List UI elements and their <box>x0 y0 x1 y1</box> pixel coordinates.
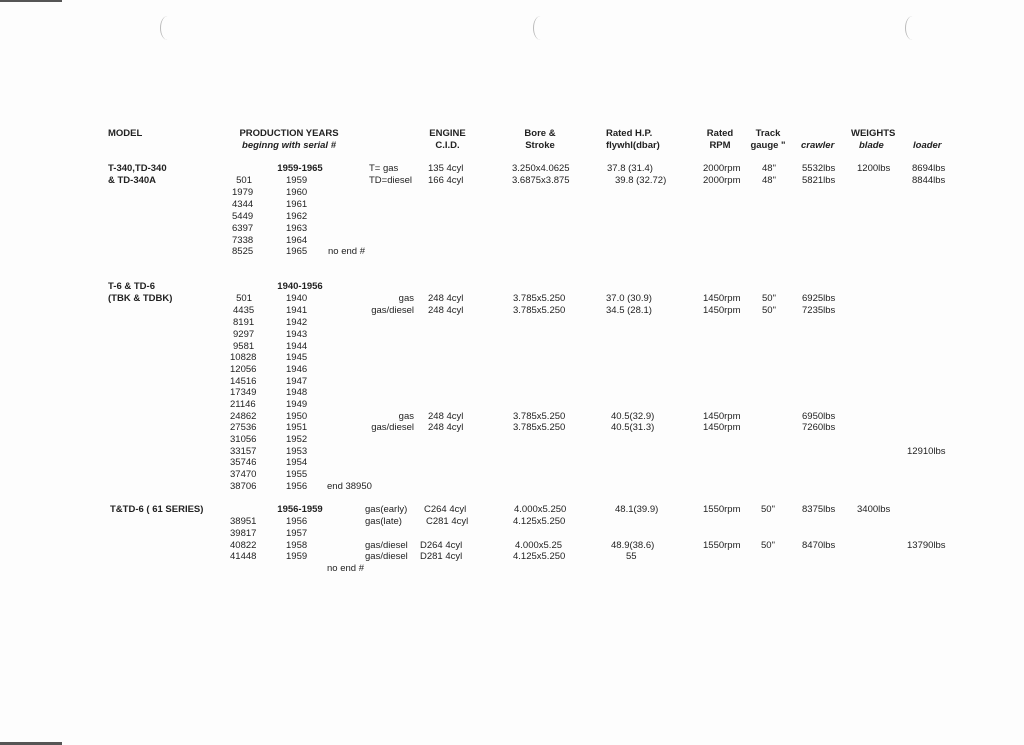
fuel: TD=diesel <box>369 175 413 186</box>
weight-loader: 8694lbs <box>912 163 946 174</box>
end-note: no end # <box>328 246 365 257</box>
year: 1949 <box>286 399 308 410</box>
header-hp: Rated H.P. <box>606 128 653 139</box>
header-bore-sub: Stroke <box>525 140 555 151</box>
engine: 135 4cyl <box>428 163 464 174</box>
years-range: 1959-1965 <box>277 163 323 174</box>
header-blade: blade <box>859 140 884 151</box>
fuel: gas <box>398 293 414 304</box>
header-model: MODEL <box>108 128 143 139</box>
header-hp-sub: flywhl(dbar) <box>606 140 660 151</box>
year: 1965 <box>286 246 308 257</box>
year: 1954 <box>286 457 308 468</box>
bore-stroke: 3.785x5.250 <box>513 411 566 422</box>
engine: C281 4cyl <box>426 516 469 527</box>
header-rpm: Rated <box>706 128 734 139</box>
serial: 501 <box>236 175 252 186</box>
year: 1947 <box>286 376 308 387</box>
model-name: T&TD-6 ( 61 SERIES) <box>110 504 204 515</box>
engine: 248 4cyl <box>428 422 464 433</box>
serial: 8525 <box>232 246 254 257</box>
header-production-sub: beginng with serial # <box>242 140 336 151</box>
serial: 33157 <box>230 446 257 457</box>
serial: 39817 <box>230 528 257 539</box>
serial: 1979 <box>232 187 254 198</box>
serial: 6397 <box>232 223 254 234</box>
serial: 5449 <box>232 211 254 222</box>
bore-stroke: 4.125x5.250 <box>513 516 566 527</box>
year: 1958 <box>286 540 308 551</box>
year: 1956 <box>286 516 308 527</box>
year: 1957 <box>286 528 308 539</box>
rated-rpm: 1450rpm <box>703 305 741 316</box>
engine: D264 4cyl <box>420 540 463 551</box>
rated-hp: 34.5 (28.1) <box>606 305 652 316</box>
year: 1953 <box>286 446 308 457</box>
engine: 248 4cyl <box>428 305 464 316</box>
weight-crawler: 5821lbs <box>802 175 836 186</box>
fuel: gas/diesel <box>365 551 408 562</box>
year: 1944 <box>286 341 308 352</box>
rated-hp: 40.5(32.9) <box>611 411 655 422</box>
year: 1943 <box>286 329 308 340</box>
year: 1955 <box>286 469 308 480</box>
engine: 166 4cyl <box>428 175 464 186</box>
year: 1942 <box>286 317 308 328</box>
fuel: gas <box>398 411 414 422</box>
bore-stroke: 4.125x5.250 <box>513 551 566 562</box>
fuel: gas/diesel <box>365 540 408 551</box>
track-gauge: 50" <box>762 305 776 316</box>
rated-hp: 55 <box>626 551 637 562</box>
fuel: gas/diesel <box>371 305 414 316</box>
serial: 24862 <box>230 411 257 422</box>
fuel: gas(early) <box>365 504 408 515</box>
header-track: Track <box>755 128 781 139</box>
fuel: gas(late) <box>365 516 402 527</box>
year: 1959 <box>286 551 308 562</box>
serial: 21146 <box>230 399 256 410</box>
scan-edge-top <box>0 0 62 2</box>
bore-stroke: 3.785x5.250 <box>513 422 566 433</box>
header-production-years: PRODUCTION YEARS <box>239 128 339 139</box>
model-name: T-6 & TD-6 <box>108 281 155 292</box>
serial: 31056 <box>230 434 257 445</box>
year: 1961 <box>286 199 308 210</box>
rated-rpm: 1550rpm <box>703 540 741 551</box>
serial: 12056 <box>230 364 257 375</box>
bore-stroke: 3.250x4.0625 <box>512 163 570 174</box>
header-loader: loader <box>913 140 942 151</box>
weight-crawler: 7260lbs <box>802 422 836 433</box>
engine: 248 4cyl <box>428 411 464 422</box>
serial: 35746 <box>230 457 257 468</box>
serial: 14516 <box>230 376 257 387</box>
serial: 8191 <box>233 317 255 328</box>
serial: 27536 <box>230 422 257 433</box>
rated-rpm: 1550rpm <box>703 504 741 515</box>
bore-stroke: 3.6875x3.875 <box>512 175 570 186</box>
year: 1964 <box>286 235 308 246</box>
years-range: 1956-1959 <box>277 504 323 515</box>
year: 1962 <box>286 211 308 222</box>
weight-crawler: 6950lbs <box>802 411 836 422</box>
weight-loader: 13790lbs <box>907 540 946 551</box>
track-gauge: 48" <box>762 175 776 186</box>
serial: 38706 <box>230 481 257 492</box>
year: 1951 <box>286 422 308 433</box>
punch-hole-mark <box>533 16 548 40</box>
rated-rpm: 2000rpm <box>703 163 741 174</box>
years-range: 1940-1956 <box>277 281 323 292</box>
header-crawler: crawler <box>801 140 835 151</box>
weight-crawler: 7235lbs <box>802 305 836 316</box>
engine: 248 4cyl <box>428 293 464 304</box>
year: 1950 <box>286 411 308 422</box>
weight-loader: 12910lbs <box>907 446 946 457</box>
bore-stroke: 3.785x5.250 <box>513 293 566 304</box>
punch-hole-mark <box>160 16 175 40</box>
engine: D281 4cyl <box>420 551 463 562</box>
engine: C264 4cyl <box>424 504 467 515</box>
weight-blade: 1200lbs <box>857 163 891 174</box>
weight-crawler: 8375lbs <box>802 504 836 515</box>
weight-crawler: 5532lbs <box>802 163 836 174</box>
track-gauge: 50" <box>761 540 775 551</box>
end-note: end 38950 <box>327 481 372 492</box>
rated-hp: 48.9(38.6) <box>611 540 655 551</box>
track-gauge: 48" <box>762 163 776 174</box>
rated-rpm: 2000rpm <box>703 175 741 186</box>
serial: 4435 <box>233 305 255 316</box>
year: 1956 <box>286 481 308 492</box>
fuel: T= gas <box>369 163 399 174</box>
rated-hp: 40.5(31.3) <box>611 422 655 433</box>
header-engine-sub: C.I.D. <box>435 140 460 151</box>
track-gauge: 50" <box>761 504 775 515</box>
header-weights: WEIGHTS <box>851 128 896 139</box>
serial: 37470 <box>230 469 257 480</box>
bore-stroke: 4.000x5.250 <box>514 504 567 515</box>
year: 1940 <box>286 293 308 304</box>
serial: 9581 <box>233 341 255 352</box>
rated-rpm: 1450rpm <box>703 293 741 304</box>
serial: 17349 <box>230 387 257 398</box>
header-bore: Bore & <box>524 128 556 139</box>
serial: 10828 <box>230 352 257 363</box>
serial: 501 <box>236 293 252 304</box>
rated-hp: 37.8 (31.4) <box>607 163 653 174</box>
year: 1959 <box>286 175 308 186</box>
model-name-sub: & TD-340A <box>108 175 157 186</box>
end-note: no end # <box>327 563 364 574</box>
serial: 4344 <box>232 199 254 210</box>
fuel: gas/diesel <box>371 422 414 433</box>
serial: 7338 <box>232 235 254 246</box>
year: 1963 <box>286 223 308 234</box>
weight-loader: 8844lbs <box>912 175 946 186</box>
header-track-sub: gauge " <box>750 140 786 151</box>
rated-hp: 37.0 (30.9) <box>606 293 652 304</box>
year: 1948 <box>286 387 308 398</box>
rated-hp: 39.8 (32.72) <box>615 175 667 186</box>
rated-rpm: 1450rpm <box>703 422 741 433</box>
serial: 38951 <box>230 516 257 527</box>
weight-blade: 3400lbs <box>857 504 891 515</box>
weight-crawler: 6925lbs <box>802 293 836 304</box>
serial: 41448 <box>230 551 257 562</box>
year: 1952 <box>286 434 308 445</box>
model-name-sub: (TBK & TDBK) <box>108 293 173 304</box>
weight-crawler: 8470lbs <box>802 540 836 551</box>
rated-hp: 48.1(39.9) <box>615 504 659 515</box>
bore-stroke: 4.000x5.25 <box>515 540 563 551</box>
year: 1946 <box>286 364 308 375</box>
model-name: T-340,TD-340 <box>108 163 167 174</box>
header-engine: ENGINE <box>429 128 466 139</box>
serial: 9297 <box>233 329 255 340</box>
year: 1941 <box>286 305 308 316</box>
serial: 40822 <box>230 540 257 551</box>
rated-rpm: 1450rpm <box>703 411 741 422</box>
track-gauge: 50" <box>762 293 776 304</box>
year: 1960 <box>286 187 308 198</box>
header-rpm-sub: RPM <box>709 140 731 151</box>
punch-hole-mark <box>905 16 920 40</box>
bore-stroke: 3.785x5.250 <box>513 305 566 316</box>
year: 1945 <box>286 352 308 363</box>
